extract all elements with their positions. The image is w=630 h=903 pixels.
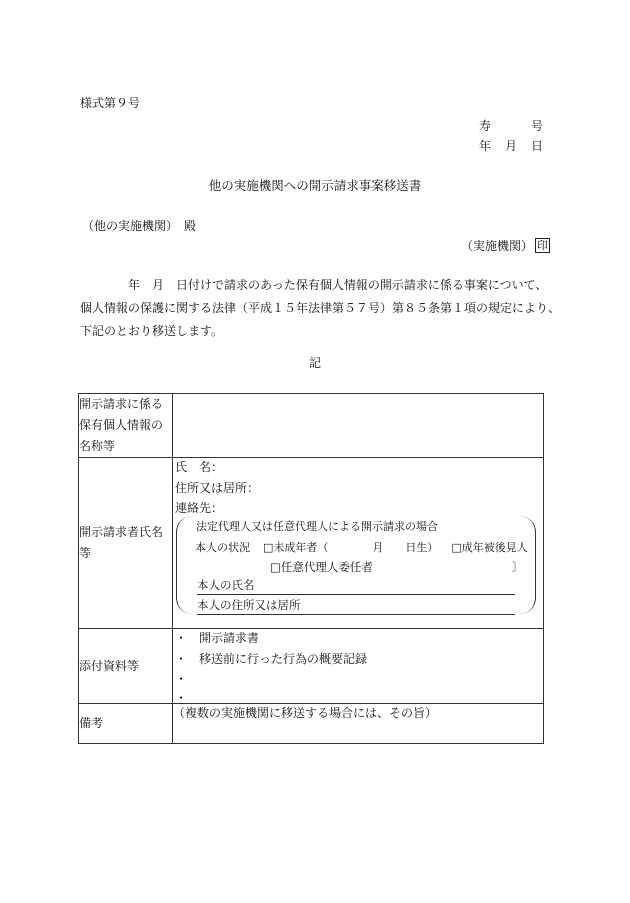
minor-option: □未成年者（ 月 日生）: [263, 541, 439, 554]
body-line-2: 個人情報の保護に関する法律（平成１５年法律第５７号）第８５条第１項の規定により、: [80, 301, 561, 315]
attachment-item-1: ・ 開示請求書: [175, 631, 260, 645]
attachment-item-2: ・ 移送前に行った行為の概要記録: [175, 652, 368, 666]
seal-mark: 印: [537, 239, 548, 252]
document-title: 他の実施機関への開示請求事案移送書: [208, 178, 422, 193]
requester-address-field: 住所又は居所：: [175, 481, 260, 495]
date-month: 月: [504, 139, 517, 153]
date-day: 日: [530, 139, 543, 153]
body-paragraph: [80, 274, 560, 343]
attachment-item-3: ・: [175, 672, 188, 686]
addressee: （他の実施機関） 殿: [82, 219, 197, 233]
table-row: [79, 394, 544, 458]
body-line-3: 下記のとおり移送します。: [80, 324, 224, 338]
document-number-suffix: 号: [530, 119, 543, 133]
sender-label: （実施機関）: [460, 238, 533, 253]
status-label: 本人の状況: [195, 541, 250, 554]
adult-ward-option: □成年被後見人: [451, 541, 528, 554]
requester-contact-field: 連絡先：: [175, 501, 224, 515]
body-line-1: 年 月 日付けで請求のあった保有個人情報の開示請求に係る事案について、: [128, 278, 548, 292]
document-number-row: [479, 120, 543, 132]
sender-block: [461, 238, 550, 253]
right-bracket: 〕: [512, 560, 524, 574]
info-name-label: 開示請求に係る保有個人情報の名称等: [79, 394, 173, 458]
principal-name-line: 本人の氏名: [197, 580, 515, 595]
requester-label: 開示請求者氏名等: [79, 458, 173, 629]
agent-section-title: 法定代理人又は任意代理人による開示請求の場合: [196, 520, 438, 533]
date-year: 年: [478, 139, 491, 153]
ki-heading: 記: [308, 356, 321, 370]
requester-name-field: 氏 名：: [175, 460, 224, 474]
remarks-value: （複数の実施機関に移送する場合には、その旨）: [173, 704, 544, 744]
principal-address-line: 本人の住所又は居所: [197, 600, 515, 615]
remarks-label: 備考: [79, 704, 173, 744]
table-row: [79, 704, 544, 744]
table-row: [79, 629, 544, 704]
date-row: [479, 140, 543, 152]
form-number: 様式第９号: [80, 96, 141, 110]
info-name-value: [173, 394, 544, 458]
document-number-prefix: 寿: [478, 119, 491, 133]
principal-status-row: [195, 542, 528, 553]
attachments-label: 添付資料等: [79, 629, 173, 704]
appointer-option: □任意代理人委任者: [270, 560, 373, 574]
attachment-item-4: ・: [175, 691, 188, 705]
